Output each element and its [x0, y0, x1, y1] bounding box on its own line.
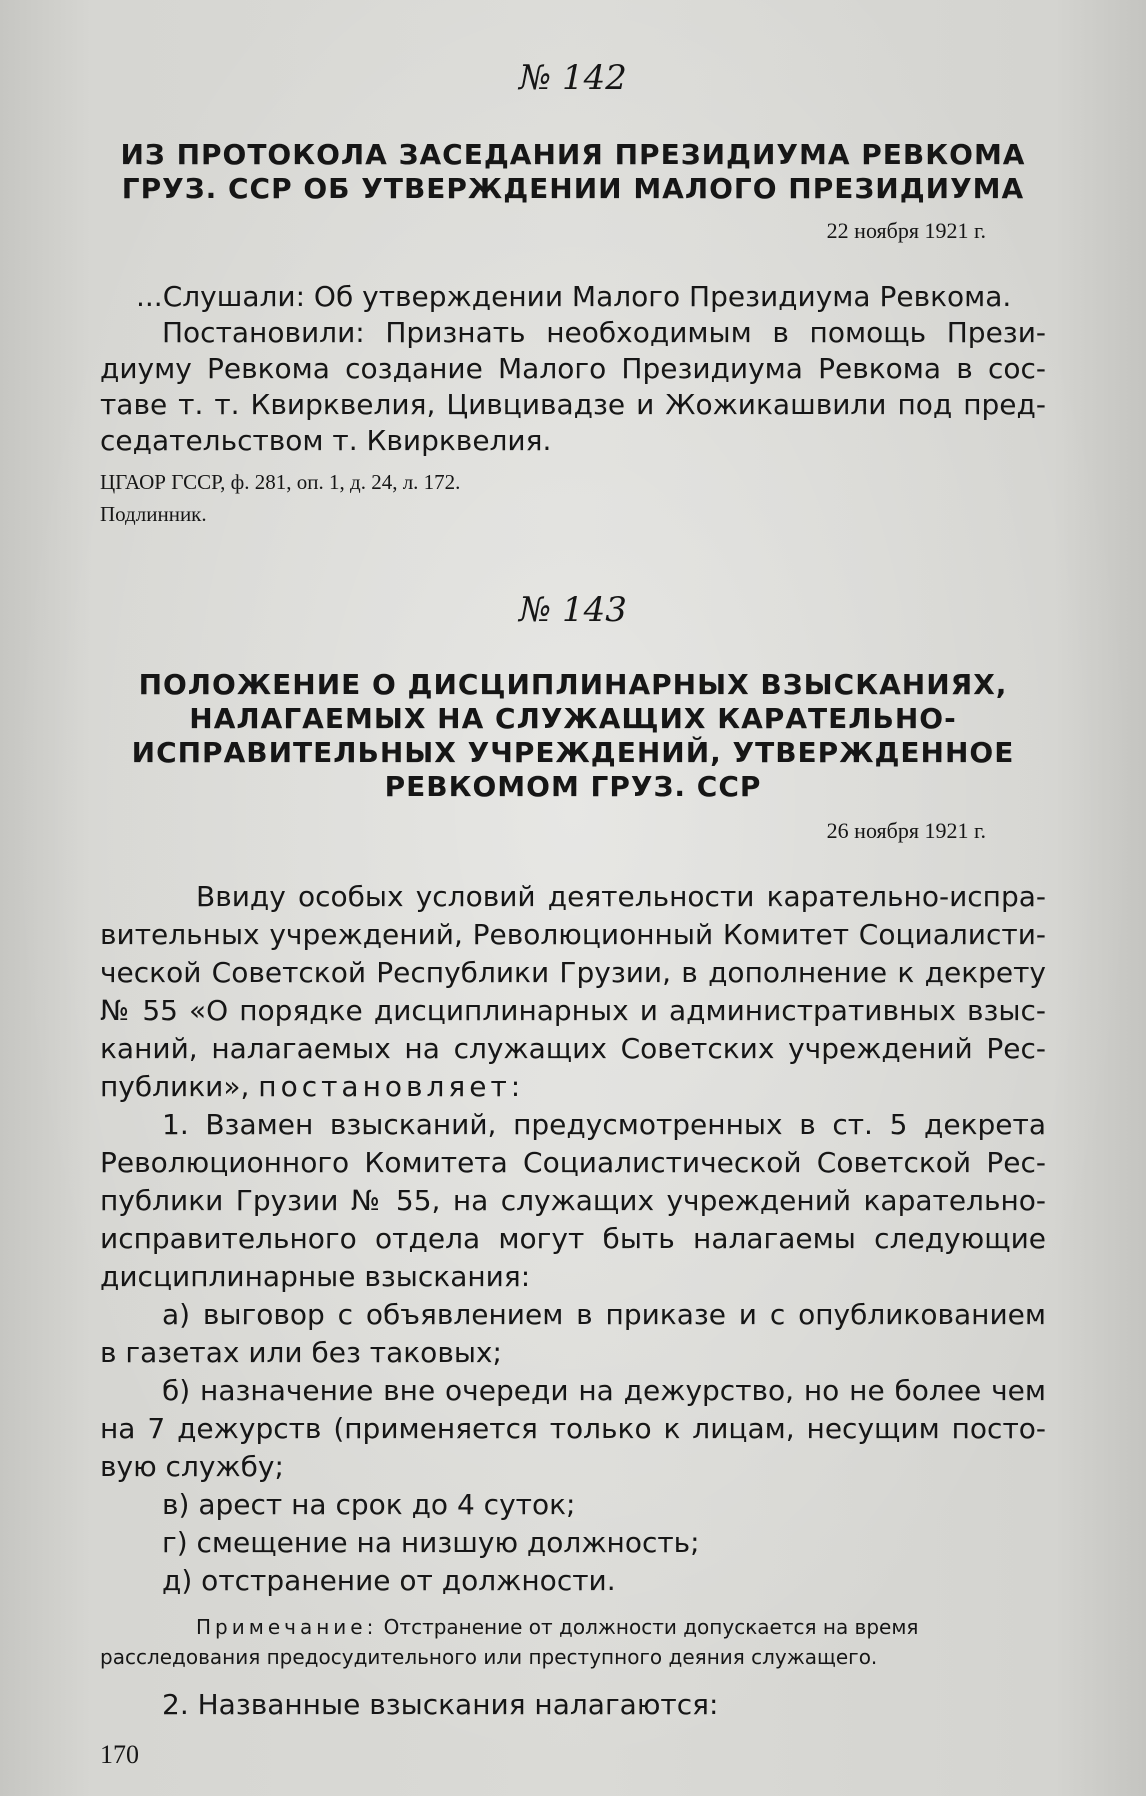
doc142-title-line: ИЗ ПРОТОКОЛА ЗАСЕДАНИЯ ПРЕЗИДИУМА РЕВКОМА: [120, 138, 1026, 171]
doc143-text-line: Ввиду особых условий деятельности карательно-испра-: [196, 880, 1046, 913]
doc142-number: № 142: [519, 58, 627, 98]
doc143-title: [100, 668, 1046, 804]
doc142-text-line: Постановили: Признать необходимым в помощь Прези-: [162, 316, 1046, 349]
doc143-decree-word: постановляет:: [258, 1070, 525, 1103]
doc143-text-line: вительных учреждений, Революционный Комитет Социалисти-: [100, 918, 1046, 951]
doc143-list-item-cont: вую службу;: [100, 1450, 284, 1483]
doc142-title: [100, 138, 1046, 206]
doc143-note-label: Примечание:: [196, 1615, 378, 1639]
doc143-note-line: [100, 1614, 1046, 1640]
doc143-date: 26 ноября 1921 г.: [826, 818, 986, 843]
doc142-text-line: диуму Ревкома создание Малого Президиума Ревкома в сос-: [100, 352, 1046, 385]
doc143-decree-line: [100, 1070, 1046, 1104]
doc143-text-line: ческой Советской Республики Грузии, в дополнение к декрету: [100, 956, 1046, 989]
doc143-list-item: б) назначение вне очереди на дежурство, но не более чем: [162, 1374, 1046, 1407]
doc143-text-line: публики Грузии № 55, на служащих учреждений карательно-: [100, 1184, 1046, 1217]
doc143-text-line: 1. Взамен взысканий, предусмотренных в ст. 5 декрета: [162, 1108, 1046, 1141]
doc143-text-line: дисциплинарные взыскания:: [100, 1260, 531, 1293]
doc143-list-item: г) смещение на низшую должность;: [162, 1526, 700, 1559]
doc142-original-note: Подлинник.: [100, 502, 207, 526]
doc143-item2: 2. Названные взыскания налагаются:: [162, 1688, 719, 1721]
doc143-note-text: Отстранение от должности допускается на время: [377, 1615, 919, 1639]
doc143-list-item-cont: на 7 дежурств (применяется только к лицам, несущим посто-: [100, 1412, 1046, 1445]
doc143-number: № 143: [519, 590, 627, 630]
doc142-text-line: таве т. т. Квирквелия, Цивцивадзе и Жожикашвили под пред-: [100, 388, 1046, 421]
doc143-text-fragment: публики»,: [100, 1070, 259, 1103]
page-number: 170: [100, 1740, 139, 1769]
doc143-list-item: в) арест на срок до 4 суток;: [162, 1488, 576, 1521]
doc142-text-line: седательством т. Квирквелия.: [100, 424, 552, 457]
doc143-title-line: ПОЛОЖЕНИЕ О ДИСЦИПЛИНАРНЫХ ВЗЫСКАНИЯХ,: [138, 668, 1008, 701]
doc143-list-item-cont: в газетах или без таковых;: [100, 1336, 502, 1369]
doc142-archive-source: ЦГАОР ГССР, ф. 281, оп. 1, д. 24, л. 172.: [100, 470, 461, 494]
doc142-text-line: ...Слушали: Об утверждении Малого Президиума Ревкома.: [136, 280, 1012, 313]
doc142-date: 22 ноября 1921 г.: [826, 218, 986, 243]
doc143-title-line: НАЛАГАЕМЫХ НА СЛУЖАЩИХ КАРАТЕЛЬНО-: [189, 702, 957, 735]
doc143-note-line: расследования предосудительного или преступного деяния служащего.: [100, 1645, 878, 1669]
doc143-title-line: РЕВКОМОМ ГРУЗ. ССР: [384, 770, 762, 803]
doc143-text-line: каний, налагаемых на служащих Советских учреждений Рес-: [100, 1032, 1046, 1065]
doc143-text-line: № 55 «О порядке дисциплинарных и административных взыс-: [100, 994, 1046, 1027]
doc143-text-line: Революционного Комитета Социалистической Советской Рес-: [100, 1146, 1046, 1179]
doc142-title-line: ГРУЗ. ССР ОБ УТВЕРЖДЕНИИ МАЛОГО ПРЕЗИДИУМА: [121, 172, 1025, 205]
doc143-list-item: а) выговор с объявлением в приказе и с опубликованием: [162, 1298, 1046, 1331]
doc143-title-line: ИСПРАВИТЕЛЬНЫХ УЧРЕЖДЕНИЙ, УТВЕРЖДЕННОЕ: [131, 736, 1015, 769]
doc143-list-item: д) отстранение от должности.: [162, 1564, 616, 1597]
doc143-text-line: исправительного отдела могут быть налагаемы следующие: [100, 1222, 1046, 1255]
